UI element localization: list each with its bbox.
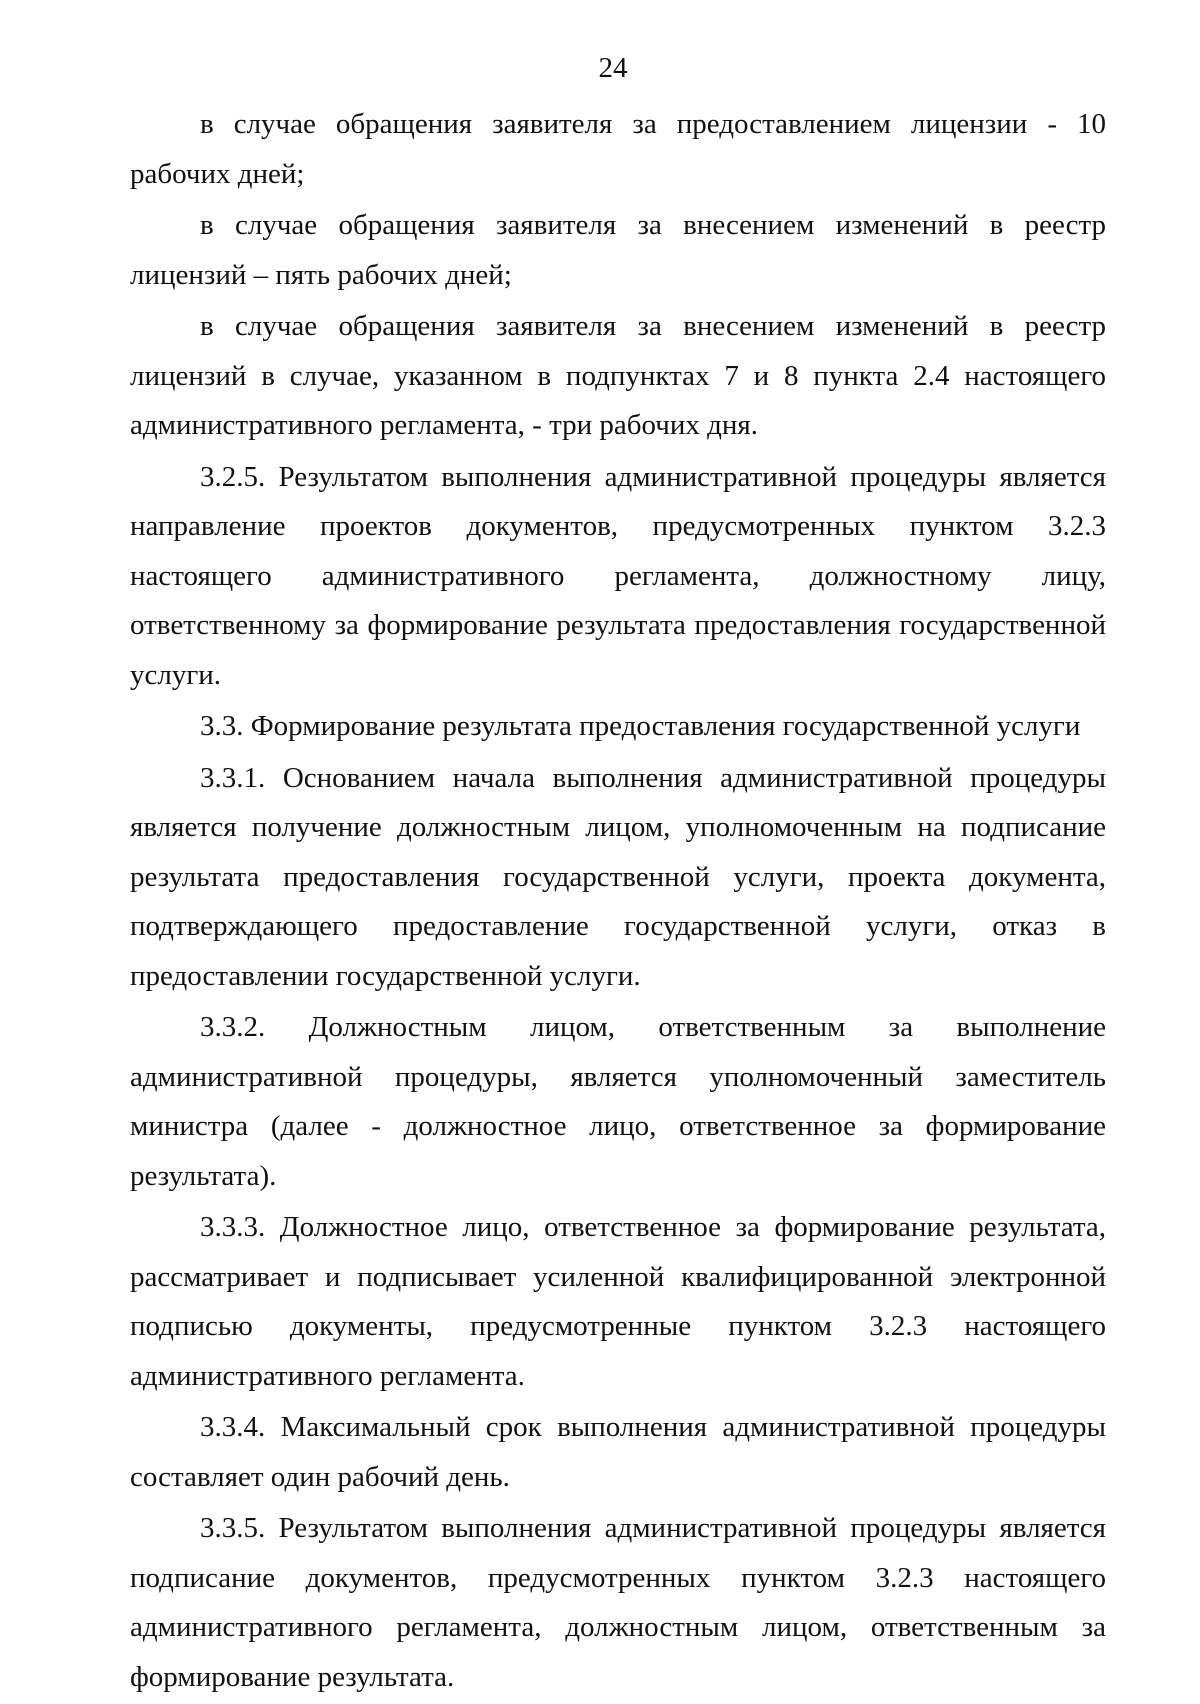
paragraph-3-3-4: 3.3.4. Максимальный срок выполнения административной процедуры составляет один рабочий день. bbox=[130, 1411, 1106, 1493]
paragraph-3-3-1: 3.3.1. Основанием начала выполнения административной процедуры является получение должностным лицом, уполномоченным на подписание результата предоставления государственной услуги, проекта документа, подтверждающего предоставление государственной услуги, отказ в предоставлении государственной услуги. bbox=[130, 761, 1106, 992]
paragraph-registry-changes-term: в случае обращения заявителя за внесением изменений в реестр лицензий – пять рабочих дней; bbox=[130, 209, 1106, 291]
paragraph-3-2-5: 3.2.5. Результатом выполнения административной процедуры является направление проектов документов, предусмотренных пунктом 3.2.3 настоящего административного регламента, должностному лицу, ответственному за формирование результата предоставления государственной услуги. bbox=[130, 460, 1106, 691]
paragraph-license-term: в случае обращения заявителя за предоставлением лицензии - 10 рабочих дней; bbox=[130, 108, 1106, 190]
document-body bbox=[130, 100, 1106, 1704]
paragraph-3-3-2: 3.3.2. Должностным лицом, ответственным за выполнение административной процедуры, является уполномоченный заместитель министра (далее - должностное лицо, ответственное за формирование результата). bbox=[130, 1011, 1106, 1192]
paragraph-3-3-5: 3.3.5. Результатом выполнения административной процедуры является подписание документов, предусмотренных пунктом 3.2.3 настоящего административного регламента, должностным лицом, ответственным за формирование результата. bbox=[130, 1512, 1106, 1693]
section-heading-3-3: 3.3. Формирование результата предоставления государственной услуги bbox=[200, 710, 1081, 742]
paragraph-registry-changes-special-term: в случае обращения заявителя за внесением изменений в реестр лицензий в случае, указанном в подпунктах 7 и 8 пункта 2.4 настоящего административного регламента, - три рабочих дня. bbox=[130, 310, 1106, 441]
paragraph-3-3-3: 3.3.3. Должностное лицо, ответственное за формирование результата, рассматривает и подписывает усиленной квалифицированной электронной подписью документы, предусмотренные пунктом 3.2.3 настоящего административного регламента. bbox=[130, 1211, 1106, 1392]
page-number: 24 bbox=[598, 52, 628, 84]
